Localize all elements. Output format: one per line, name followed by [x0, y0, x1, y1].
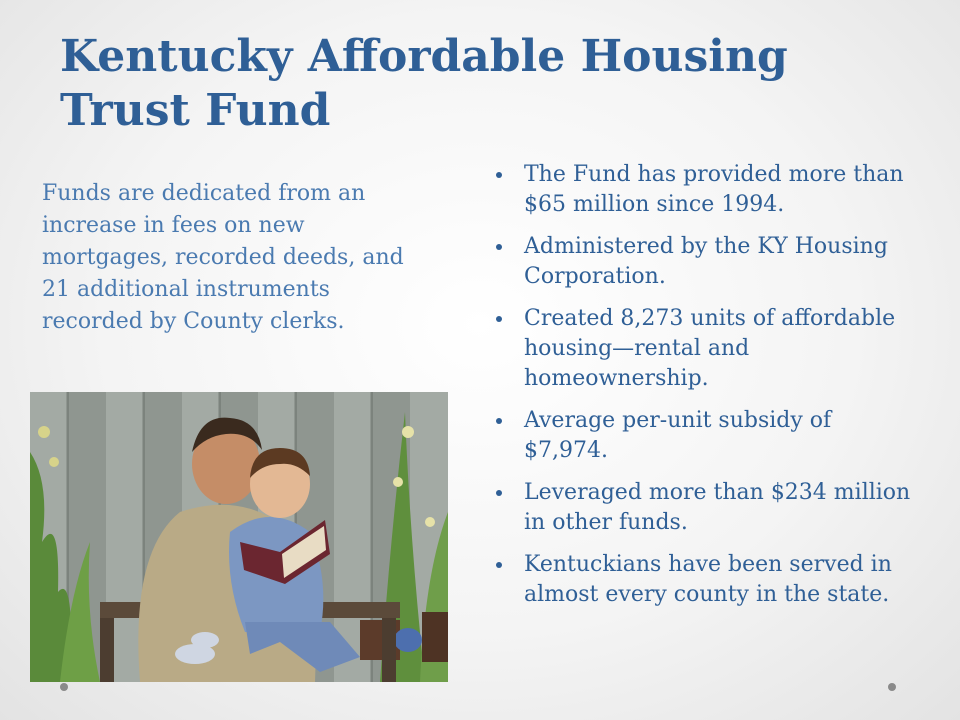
bullet-text: The Fund has provided more than $65 million since 1994.	[524, 162, 904, 217]
father-reading-to-child-photo	[30, 392, 448, 682]
bullet-item	[496, 478, 916, 538]
bullet-item	[496, 406, 916, 466]
bullet-dot-icon	[496, 418, 502, 424]
bullet-text: Leveraged more than $234 million in other funds.	[524, 480, 911, 535]
bullet-dot-icon	[496, 172, 502, 178]
bullet-text: Average per-unit subsidy of $7,974.	[524, 408, 832, 463]
bullet-item	[496, 160, 916, 220]
bullet-item	[496, 304, 916, 394]
bullet-text: Created 8,273 units of affordable housing—rental and homeownership.	[524, 306, 896, 391]
bullet-dot-icon	[496, 562, 502, 568]
bullet-text: Kentuckians have been served in almost every county in the state.	[524, 552, 892, 607]
intro-text: Funds are dedicated from an increase in fees on new mortgages, recorded deeds, and 21 additional instruments recorded by County clerks.	[42, 181, 404, 334]
bullet-text: Administered by the KY Housing Corporation.	[524, 234, 888, 289]
bullet-dot-icon	[496, 490, 502, 496]
bullet-dot-icon	[496, 244, 502, 250]
bullet-item	[496, 550, 916, 610]
slide-title: Kentucky Affordable Housing Trust Fund	[60, 31, 788, 136]
corner-dot-right-icon	[888, 683, 896, 691]
bullet-dot-icon	[496, 316, 502, 322]
corner-dot-left-icon	[60, 683, 68, 691]
bullet-list	[496, 160, 916, 622]
bullet-item	[496, 232, 916, 292]
